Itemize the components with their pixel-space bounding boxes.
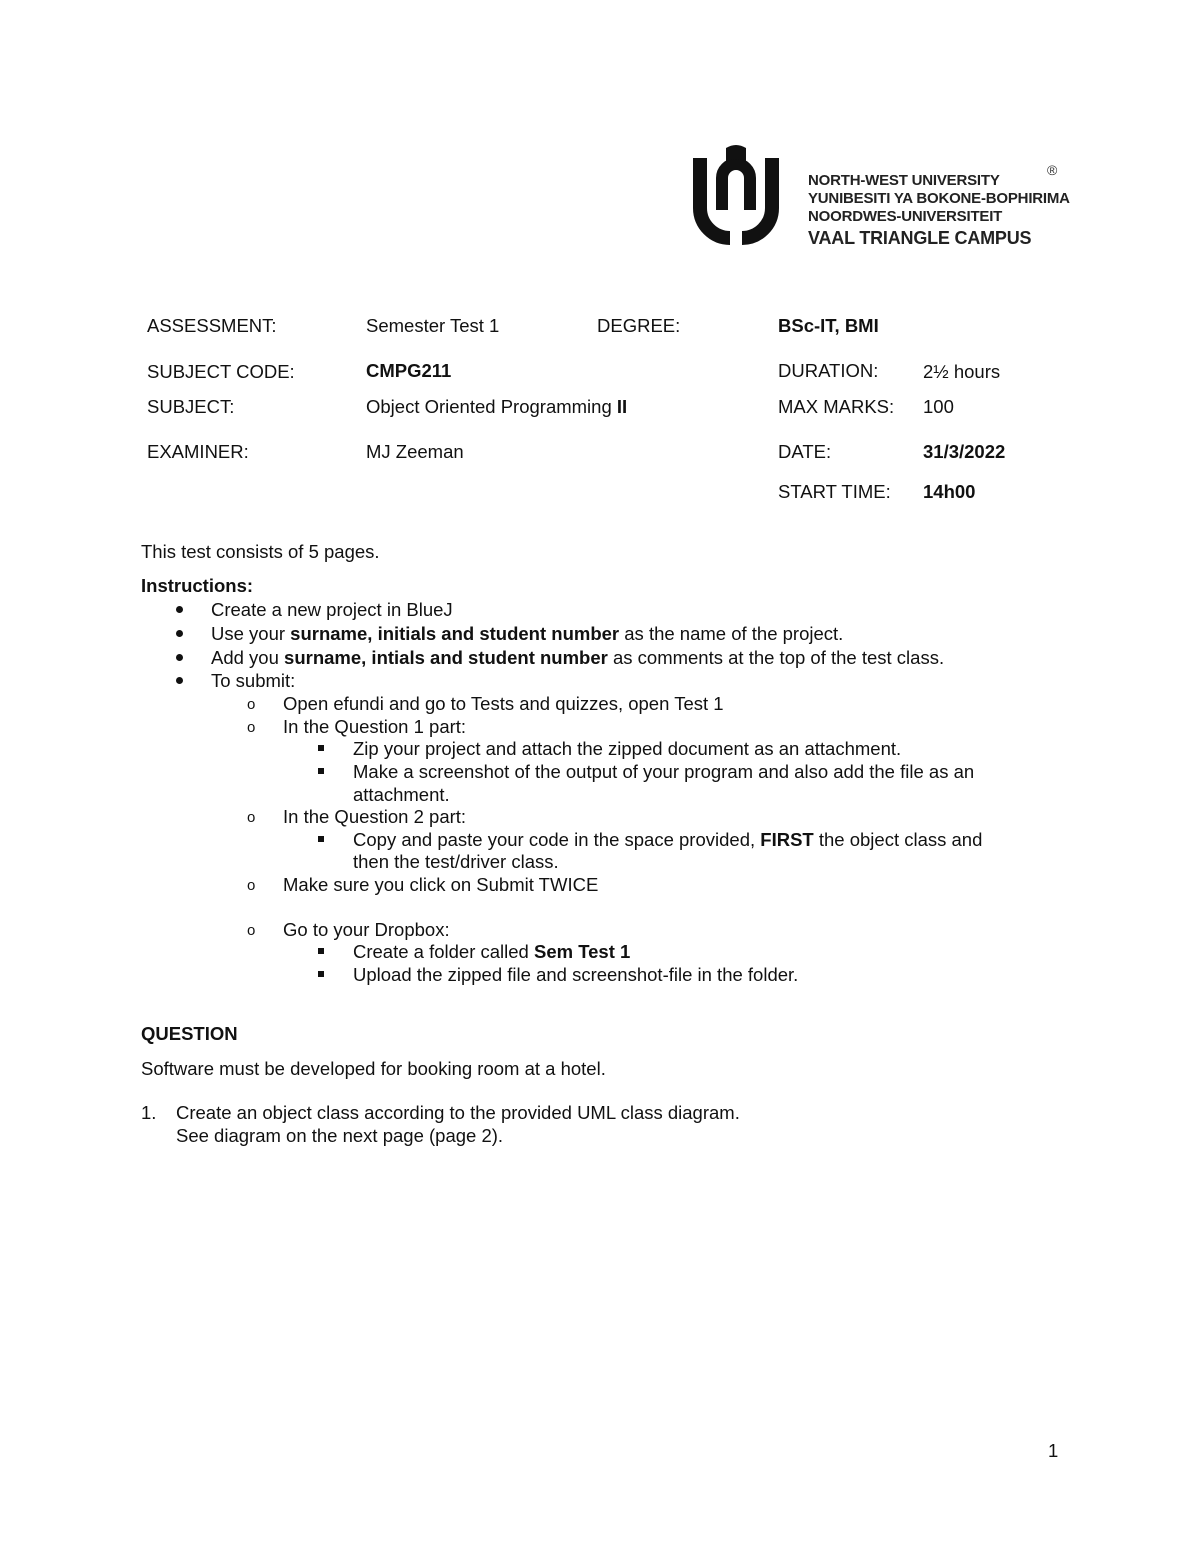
instruction-subitem: In the Question 2 part: — [283, 806, 467, 827]
instruction-subitem: Make sure you click on Submit TWICE — [283, 874, 599, 895]
university-name-line-2: YUNIBESITI YA BOKONE-BOPHIRIMA — [808, 190, 1070, 207]
circle-bullet-icon: o — [247, 877, 256, 894]
square-bullet-icon — [318, 971, 324, 977]
question-number: 1. — [141, 1102, 157, 1123]
square-bullet-icon — [318, 836, 324, 842]
campus-name: VAAL TRIANGLE CAMPUS — [808, 228, 1032, 248]
instruction-subsubitem: Copy and paste your code in the space provided, FIRST the object class and — [353, 829, 983, 850]
max-marks-label: MAX MARKS: — [778, 396, 895, 417]
circle-bullet-icon: o — [247, 719, 256, 736]
page-number: 1 — [1048, 1440, 1059, 1461]
examiner-label: EXAMINER: — [147, 441, 249, 462]
examiner-value: MJ Zeeman — [366, 441, 464, 462]
date-value: 31/3/2022 — [923, 441, 1006, 462]
square-bullet-icon — [318, 745, 324, 751]
instruction-subsubitem: Upload the zipped file and screenshot-file in the folder. — [353, 964, 799, 985]
question-intro: Software must be developed for booking room at a hotel. — [141, 1058, 606, 1079]
instruction-subitem: Go to your Dropbox: — [283, 919, 450, 940]
instruction-item: Create a new project in BlueJ — [211, 599, 453, 620]
instruction-subsubitem: Create a folder called Sem Test 1 — [353, 941, 631, 962]
bullet-icon — [176, 654, 183, 661]
instruction-subsubitem: Zip your project and attach the zipped document as an attachment. — [353, 738, 902, 759]
subject-value: Object Oriented Programming II — [366, 396, 628, 417]
question-1-text-continued: See diagram on the next page (page 2). — [176, 1125, 504, 1146]
instruction-subsubitem-continued: then the test/driver class. — [353, 851, 559, 872]
degree-label: DEGREE: — [597, 315, 681, 336]
duration-label: DURATION: — [778, 360, 879, 381]
instruction-subitem: Open efundi and go to Tests and quizzes, open Test 1 — [283, 693, 724, 714]
instructions-heading: Instructions: — [141, 575, 254, 596]
circle-bullet-icon: o — [247, 696, 256, 713]
university-name-line-1: NORTH-WEST UNIVERSITY — [808, 172, 1000, 189]
circle-bullet-icon: o — [247, 809, 256, 826]
question-1-text: Create an object class according to the provided UML class diagram. — [176, 1102, 740, 1123]
square-bullet-icon — [318, 948, 324, 954]
circle-bullet-icon: o — [247, 922, 256, 939]
instruction-item: To submit: — [211, 670, 296, 691]
assessment-label: ASSESSMENT: — [147, 315, 277, 336]
duration-value: 2½ hours — [923, 361, 1001, 382]
start-time-label: START TIME: — [778, 481, 891, 502]
nwu-logo-icon — [690, 140, 782, 250]
subject-code-value: CMPG211 — [366, 360, 452, 381]
degree-value: BSc-IT, BMI — [778, 315, 879, 336]
intro-text: This test consists of 5 pages. — [141, 541, 380, 562]
subject-code-label: SUBJECT CODE: — [147, 361, 295, 382]
instruction-item: Add you surname, intials and student number as comments at the top of the test class. — [211, 647, 945, 668]
assessment-value: Semester Test 1 — [366, 315, 500, 336]
instruction-subsubitem: Make a screenshot of the output of your program and also add the file as an — [353, 761, 975, 782]
registered-mark: ® — [1047, 162, 1058, 178]
date-label: DATE: — [778, 441, 832, 462]
university-name-line-3: NOORDWES-UNIVERSITEIT — [808, 208, 1003, 225]
bullet-icon — [176, 630, 183, 637]
question-heading: QUESTION — [141, 1023, 238, 1044]
instruction-item: Use your surname, initials and student number as the name of the project. — [211, 623, 844, 644]
max-marks-value: 100 — [923, 396, 954, 417]
bullet-icon — [176, 606, 183, 613]
instruction-subsubitem-continued: attachment. — [353, 784, 450, 805]
instruction-subitem: In the Question 1 part: — [283, 716, 467, 737]
square-bullet-icon — [318, 768, 324, 774]
bullet-icon — [176, 677, 183, 684]
subject-label: SUBJECT: — [147, 396, 235, 417]
start-time-value: 14h00 — [923, 481, 976, 502]
